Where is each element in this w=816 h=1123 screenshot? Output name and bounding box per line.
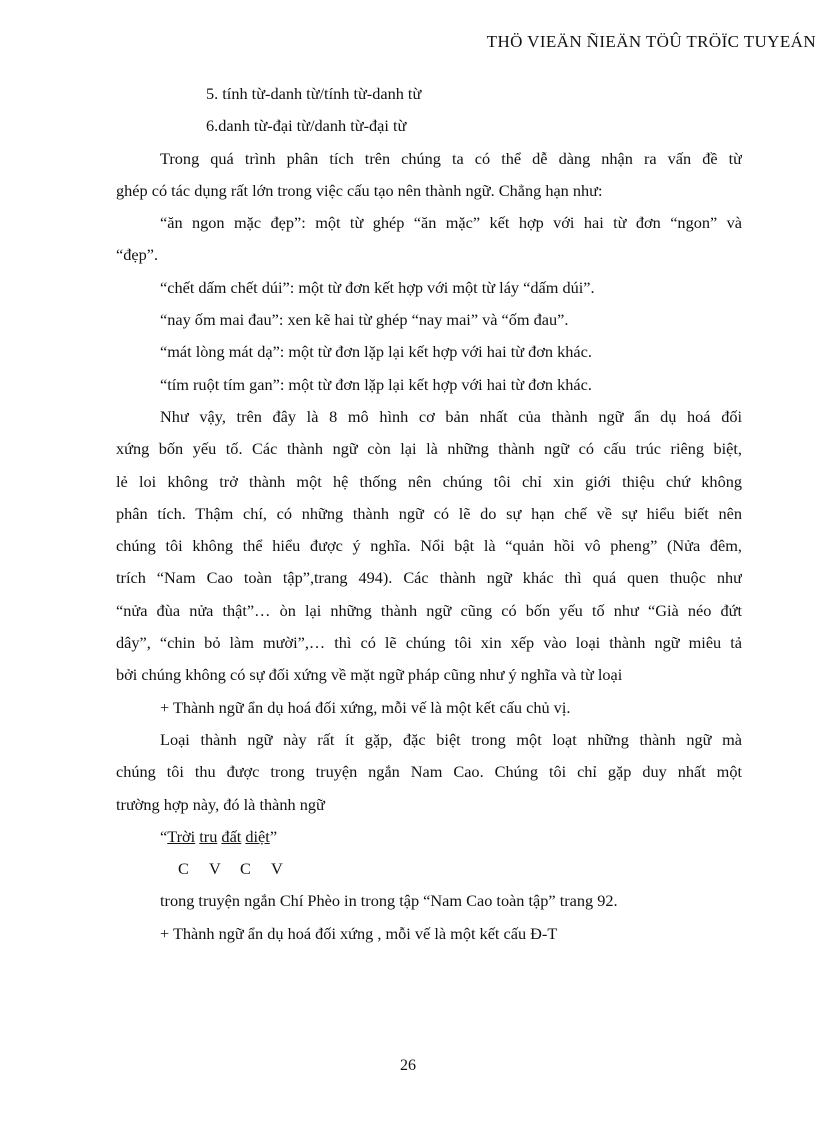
idiom-word: tru [199,826,218,846]
predicate-label: V [271,859,283,879]
paragraph-line: xứng bốn yếu tố. Các thành ngữ còn lại là những thành ngữ có cấu trúc riêng biệt, [116,439,742,459]
close-quote: ” [269,826,278,846]
example-line: “chết dấm chết dúi”: một từ đơn kết hợp với một từ láy “dấm dúi”. [160,277,595,297]
paragraph-line: Loại thành ngữ này rất ít gặp, đặc biệt trong một loạt những thành ngữ mà [160,729,742,749]
page-number: 26 [400,1057,416,1074]
page-header-title: THÖ VIEÄN ÑIEÄN TÖÛ TRÖÏC TUYEÁN [486,32,816,51]
idiom-example [116,821,742,853]
section-heading: + Thành ngữ ẩn dụ hoá đối xứng , mỗi vế là một kết cấu Đ-T [160,923,558,943]
predicate-label: V [209,859,221,879]
idiom-word: Trời [167,826,196,846]
example-line: “ăn ngon mặc đẹp”: một từ ghép “ăn mặc” kết hợp với hai từ đơn “ngon” và [160,213,742,233]
paragraph-line: dây”, “chin bỏ làm mười”,… thì có lẽ chúng tôi xin xếp vào loại thành ngữ miêu tả [116,633,742,653]
paragraph-line: chúng tôi thu được trong truyện ngắn Nam Cao. Chúng tôi chỉ gặp duy nhất một [116,762,742,782]
example-line: “mát lòng mát dạ”: một từ đơn lặp lại kết hợp với hai từ đơn khác. [160,342,592,362]
paragraph-line: phân tích. Thậm chí, có những thành ngữ có lẽ do sự hạn chế về sự hiểu biết nên [116,503,742,523]
structure-labels [116,853,742,885]
example-line: “nay ốm mai đau”: xen kẽ hai từ ghép “nay mai” và “ốm đau”. [160,310,569,330]
paragraph-line: Trong quá trình phân tích trên chúng ta có thể dễ dàng nhận ra vấn đề từ [160,148,742,168]
idiom-word: đất [221,826,242,846]
idiom-word: diệt [245,826,270,846]
subject-label: C [240,859,251,879]
paragraph-line: bởi chúng không có sự đối xứng về mặt ngữ pháp cũng như ý nghĩa và từ loại [116,665,623,685]
section-heading: + Thành ngữ ẩn dụ hoá đối xứng, mỗi vế là một kết cấu chủ vị. [160,697,571,717]
list-item: 5. tính từ-danh từ/tính từ-danh từ [206,84,422,103]
document-body [116,78,742,950]
paragraph-line: trích “Nam Cao toàn tập”,trang 494). Các thành ngữ khác thì quá quen thuộc như [116,568,742,588]
paragraph-line: “nửa đùa nửa thật”… òn lại những thành ngữ cũng có bốn yếu tố như “Già néo đứt [116,600,742,620]
paragraph-line: trường hợp này, đó là thành ngữ [116,794,325,814]
list-item: 6.danh từ-đại từ/danh từ-đại từ [206,116,407,136]
example-line: “tím ruột tím gan”: một từ đơn lặp lại kết hợp với hai từ đơn khác. [160,374,592,394]
paragraph-line: chúng tôi không thể hiểu được ý nghĩa. Nổi bật là “quản hồi vô pheng” (Nửa đêm, [116,536,742,556]
paragraph-line: lẻ loi không trở thành một hệ thống nên chúng tôi chỉ xin giới thiệu chứ không [116,471,742,491]
paragraph-line: ghép có tác dụng rất lớn trong việc cấu tạo nên thành ngữ. Chẳng hạn như: [116,180,603,200]
paragraph-line: trong truyện ngắn Chí Phèo in trong tập “Nam Cao toàn tập” trang 92. [160,891,618,911]
subject-label: C [178,859,189,879]
open-quote: “ [160,826,168,846]
paragraph-line: Như vậy, trên đây là 8 mô hình cơ bản nhất của thành ngữ ẩn dụ hoá đối [160,406,742,426]
example-line: “đẹp”. [116,245,159,265]
